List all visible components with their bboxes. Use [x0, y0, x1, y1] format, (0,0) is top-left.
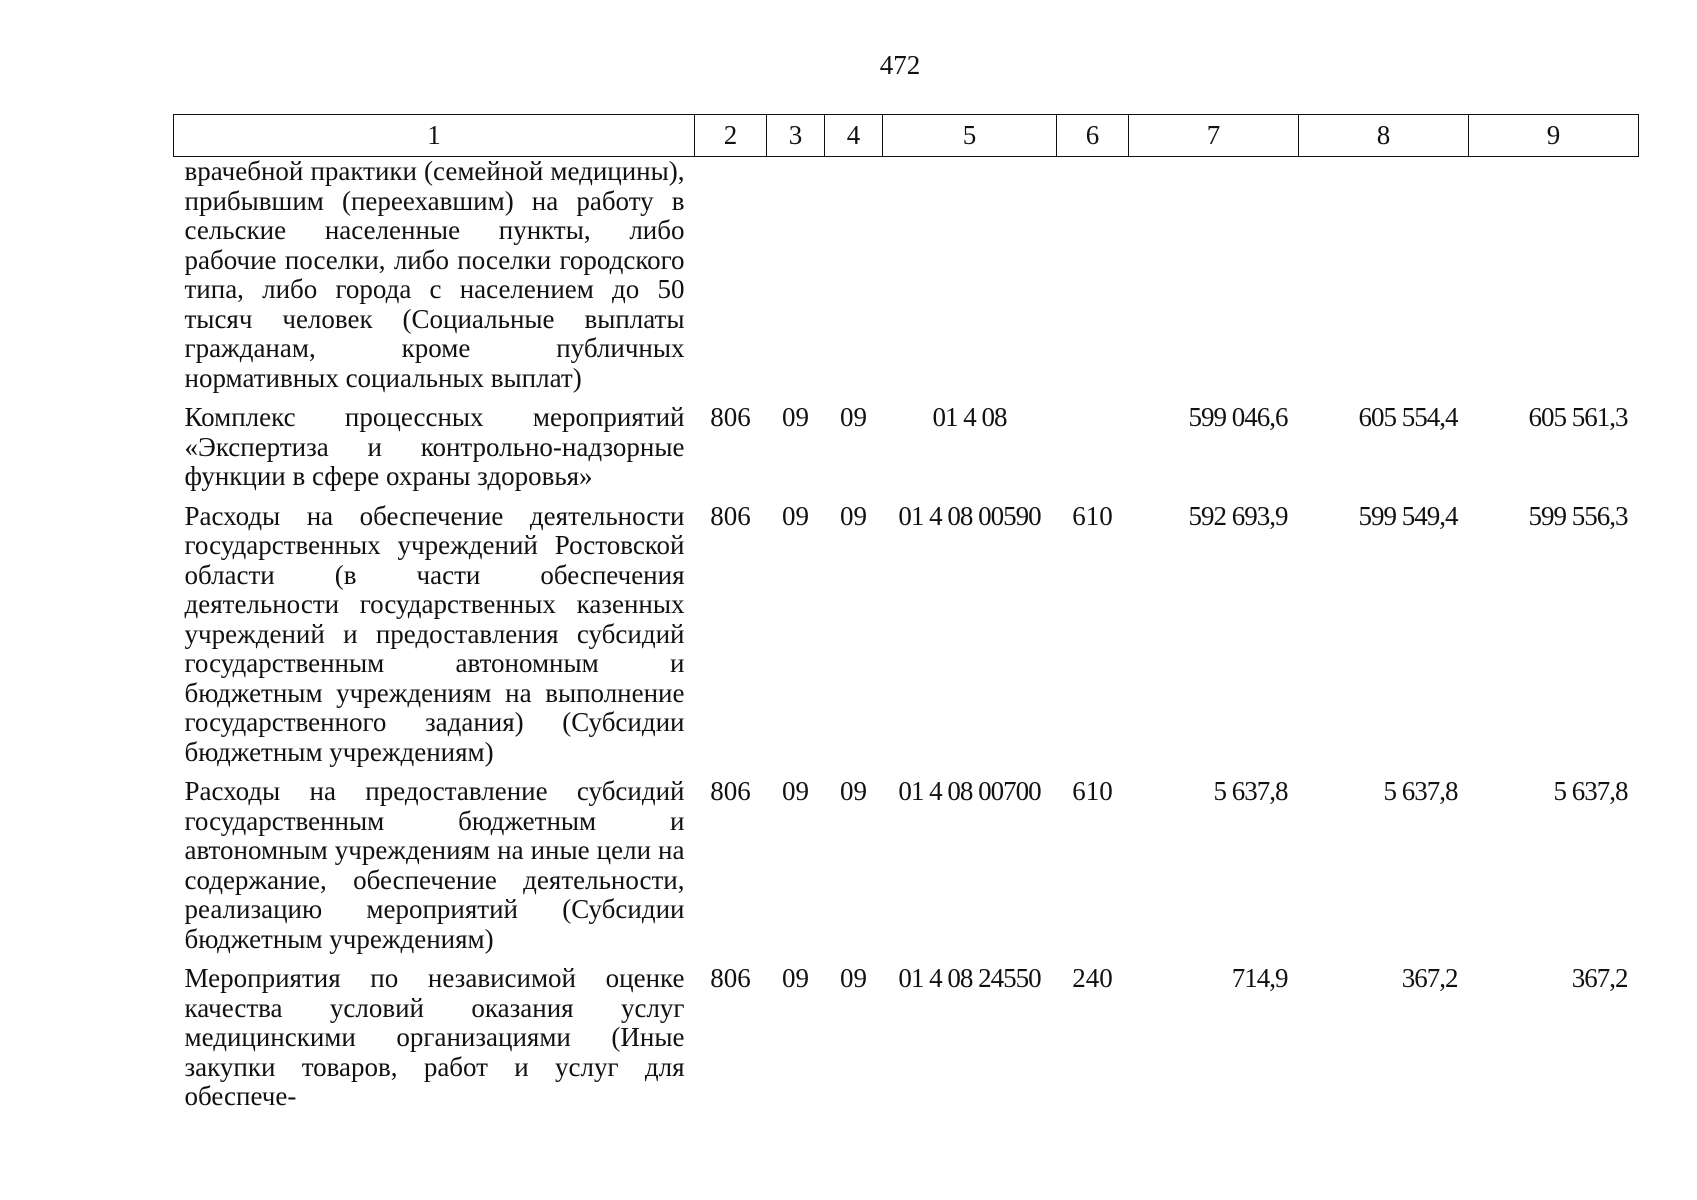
cell-amount-year1: 5 637,8 — [1213, 776, 1288, 806]
cell-amount-year3: 605 561,3 — [1528, 402, 1628, 432]
column-header: 2 — [695, 115, 767, 157]
budget-table — [173, 114, 1639, 1112]
cell-ministry-code: 806 — [710, 776, 751, 806]
column-header: 6 — [1057, 115, 1129, 157]
cell-ministry-code: 806 — [710, 402, 751, 432]
column-header: 1 — [174, 115, 695, 157]
cell-section: 09 — [782, 500, 809, 531]
cell-section: 09 — [782, 963, 809, 993]
cell-target-item — [883, 157, 1057, 404]
column-header: 4 — [825, 115, 883, 157]
cell-amount-year1: 714,9 — [1231, 963, 1288, 993]
table-row — [174, 777, 1639, 964]
cell-expense-type: 240 — [1072, 963, 1113, 993]
table-row — [174, 502, 1639, 778]
cell-amount-year3: 367,2 — [1571, 963, 1628, 993]
row-description: Комплекс процессных мероприятий «Экспертиза и контрольно-надзорные функции в сфере охраны здоровья» — [184, 402, 685, 491]
cell-section: 09 — [782, 776, 809, 806]
cell-amount-year2: 605 554,4 — [1358, 402, 1458, 432]
cell-target-item: 01 4 08 24550 — [898, 963, 1041, 993]
cell-section — [767, 157, 825, 404]
cell-amount-year1: 599 046,6 — [1188, 402, 1288, 432]
cell-amount-year2: 5 637,8 — [1383, 776, 1458, 806]
cell-amount-year3: 5 637,8 — [1553, 776, 1628, 806]
row-description: врачебной практики (семейной медицины), прибывшим (переехавшим) на работу в сельские населенные пункты, либо рабочие поселки, либо поселки городского типа, либо города с населением до 50 тысяч человек (Социальные выплаты гражданам, кроме публичных нормативных социальных выплат) — [184, 156, 685, 393]
cell-subsection: 09 — [840, 963, 867, 993]
cell-amount-year2 — [1299, 157, 1469, 404]
column-header: 5 — [883, 115, 1057, 157]
cell-ministry-code — [695, 157, 767, 404]
cell-expense-type: 610 — [1072, 500, 1113, 531]
cell-subsection — [825, 157, 883, 404]
page-number: 472 — [879, 50, 921, 80]
table-row — [174, 964, 1639, 1112]
cell-amount-year1 — [1129, 157, 1299, 404]
cell-expense-type: 610 — [1072, 776, 1113, 806]
cell-amount-year3: 599 556,3 — [1528, 500, 1628, 531]
column-header: 7 — [1129, 115, 1299, 157]
row-description: Расходы на обеспечение деятельности государственных учреждений Ростовской области (в части обеспечения деятельности государственных казенных учреждений и предоставления субсидий государственным автономным и бюджетным учреждениям на выполнение государственного задания) (Субсидии бюджетным учреждениям) — [184, 500, 685, 767]
table-row — [174, 403, 1639, 502]
cell-target-item: 01 4 08 — [932, 402, 1007, 432]
cell-expense-type — [1057, 403, 1129, 502]
table-row — [174, 157, 1639, 404]
cell-subsection: 09 — [840, 776, 867, 806]
column-header: 8 — [1299, 115, 1469, 157]
cell-subsection: 09 — [840, 500, 867, 531]
cell-ministry-code: 806 — [710, 500, 751, 531]
cell-target-item: 01 4 08 00700 — [898, 776, 1041, 806]
cell-amount-year2: 367,2 — [1401, 963, 1458, 993]
row-description: Мероприятия по независимой оценке качества условий оказания услуг медицинскими организациями (Иные закупки товаров, работ и услуг для обеспече- — [184, 963, 685, 1111]
cell-ministry-code: 806 — [710, 963, 751, 993]
cell-amount-year1: 592 693,9 — [1188, 500, 1288, 531]
column-header: 3 — [767, 115, 825, 157]
table-header-row — [174, 115, 1639, 157]
cell-target-item: 01 4 08 00590 — [898, 500, 1041, 531]
cell-section: 09 — [782, 402, 809, 432]
cell-subsection: 09 — [840, 402, 867, 432]
cell-amount-year3 — [1469, 157, 1639, 404]
cell-expense-type — [1057, 157, 1129, 404]
column-header: 9 — [1469, 115, 1639, 157]
row-description: Расходы на предоставление субсидий государственным бюджетным и автономным учреждениям на иные цели на содержание, обеспечение деятельности, реализацию мероприятий (Субсидии бюджетным учреждениям) — [184, 776, 685, 954]
cell-amount-year2: 599 549,4 — [1358, 500, 1458, 531]
